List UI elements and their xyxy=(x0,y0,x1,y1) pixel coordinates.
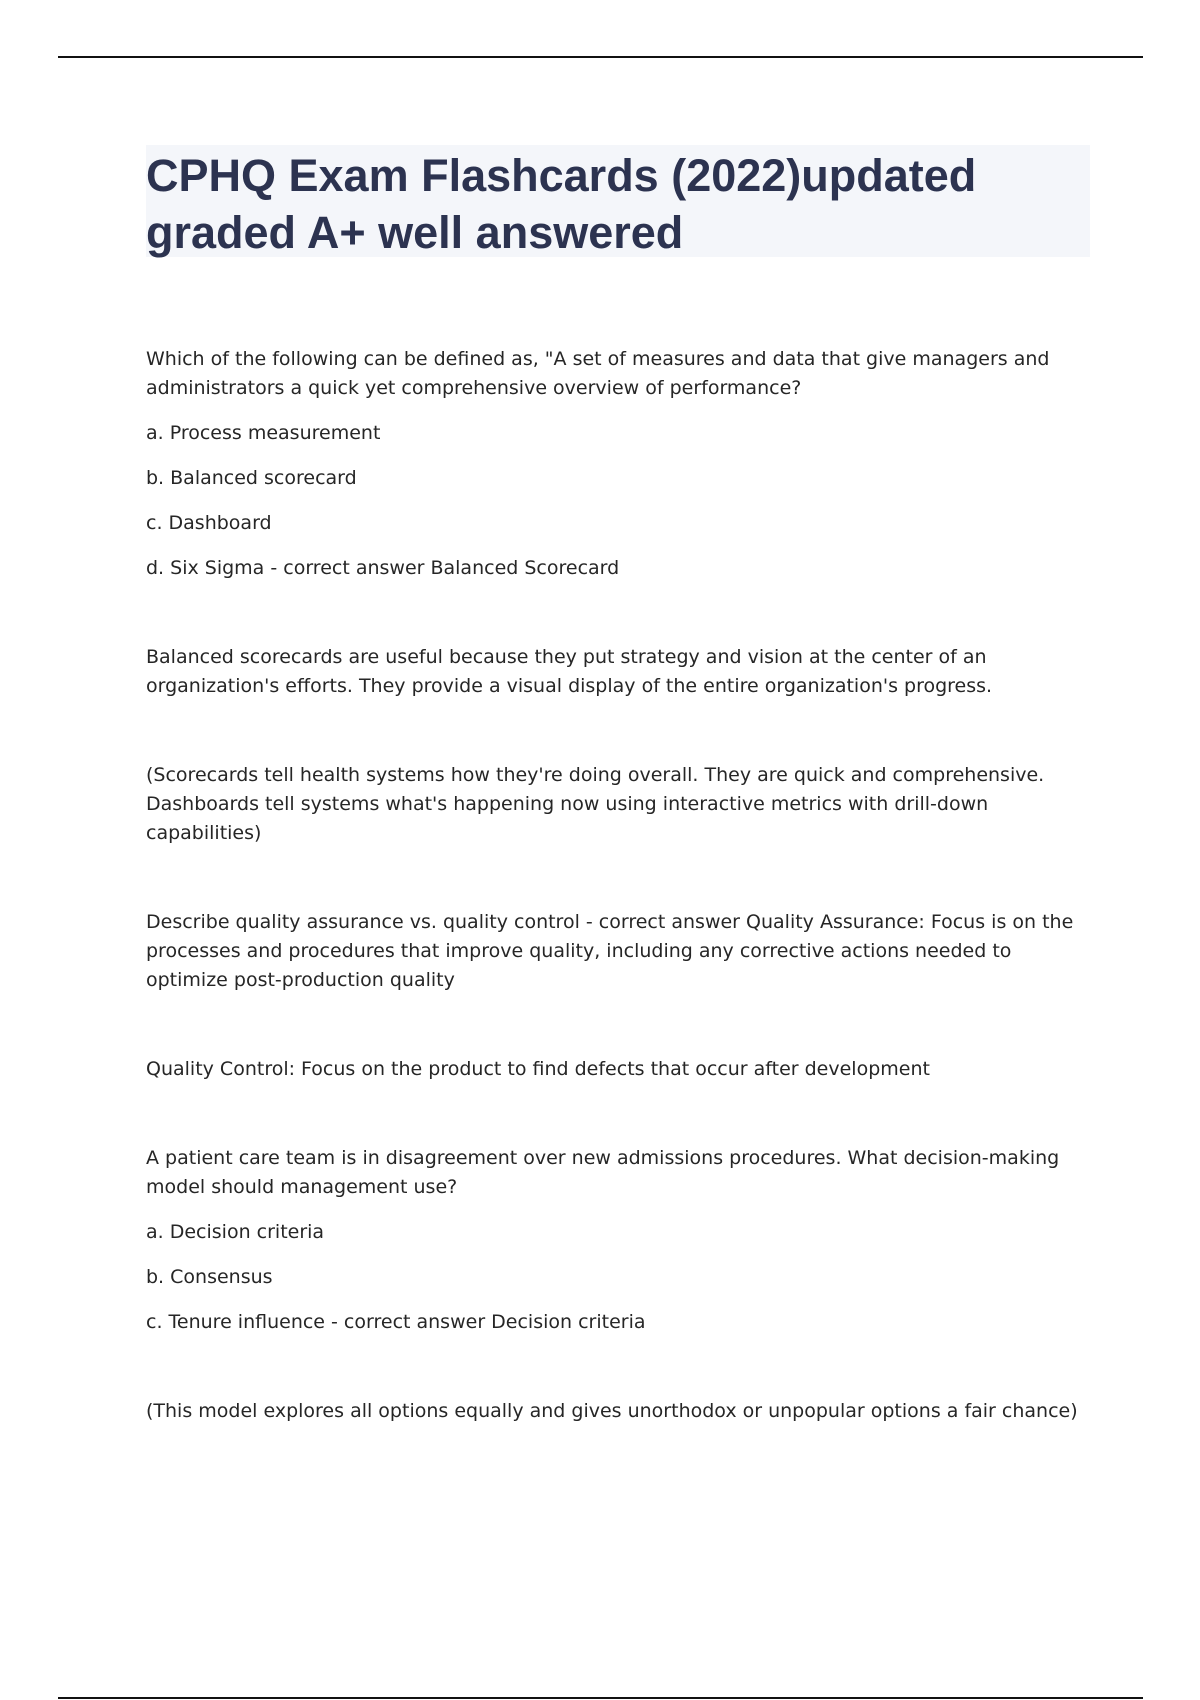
question-1-option-d-answer: d. Six Sigma - correct answer Balanced Scorecard xyxy=(146,557,620,579)
question-1-option-c: c. Dashboard xyxy=(146,512,272,534)
question-3-text: A patient care team is in disagreement over new admissions procedures. What decision-making model should management use? xyxy=(146,1147,1060,1198)
answer-explanation-2: (Scorecards tell health systems how they're doing overall. They are quick and comprehensive. Dashboards tell systems what's happening now using interactive metrics with drill-down capabilities) xyxy=(146,764,1045,844)
question-2-text: Describe quality assurance vs. quality control - correct answer Quality Assurance: Focus is on the processes and procedures that improve quality, including any corrective actions needed to optimize post-production quality xyxy=(146,911,1074,991)
question-1-text: Which of the following can be defined as, "A set of measures and data that give managers and administrators a quick yet comprehensive overview of performance? xyxy=(146,348,1050,399)
question-3-option-c-answer: c. Tenure influence - correct answer Decision criteria xyxy=(146,1311,646,1333)
question-3-option-b: b. Consensus xyxy=(146,1266,273,1288)
answer-explanation-1: Balanced scorecards are useful because they put strategy and vision at the center of an organization's efforts. They provide a visual display of the entire organization's progress. xyxy=(146,646,993,697)
answer-explanation-3: (This model explores all options equally and gives unorthodox or unpopular options a fair chance) xyxy=(146,1400,1078,1422)
bottom-divider xyxy=(58,1697,1143,1699)
question-1-option-b: b. Balanced scorecard xyxy=(146,467,357,489)
document-body xyxy=(146,345,1096,1426)
question-2-continuation: Quality Control: Focus on the product to find defects that occur after development xyxy=(146,1058,930,1080)
top-divider xyxy=(58,56,1143,58)
question-3-option-a: a. Decision criteria xyxy=(146,1221,325,1243)
document-title: CPHQ Exam Flashcards (2022)updated graded A+ well answered xyxy=(146,150,977,258)
question-1-option-a: a. Process measurement xyxy=(146,422,381,444)
